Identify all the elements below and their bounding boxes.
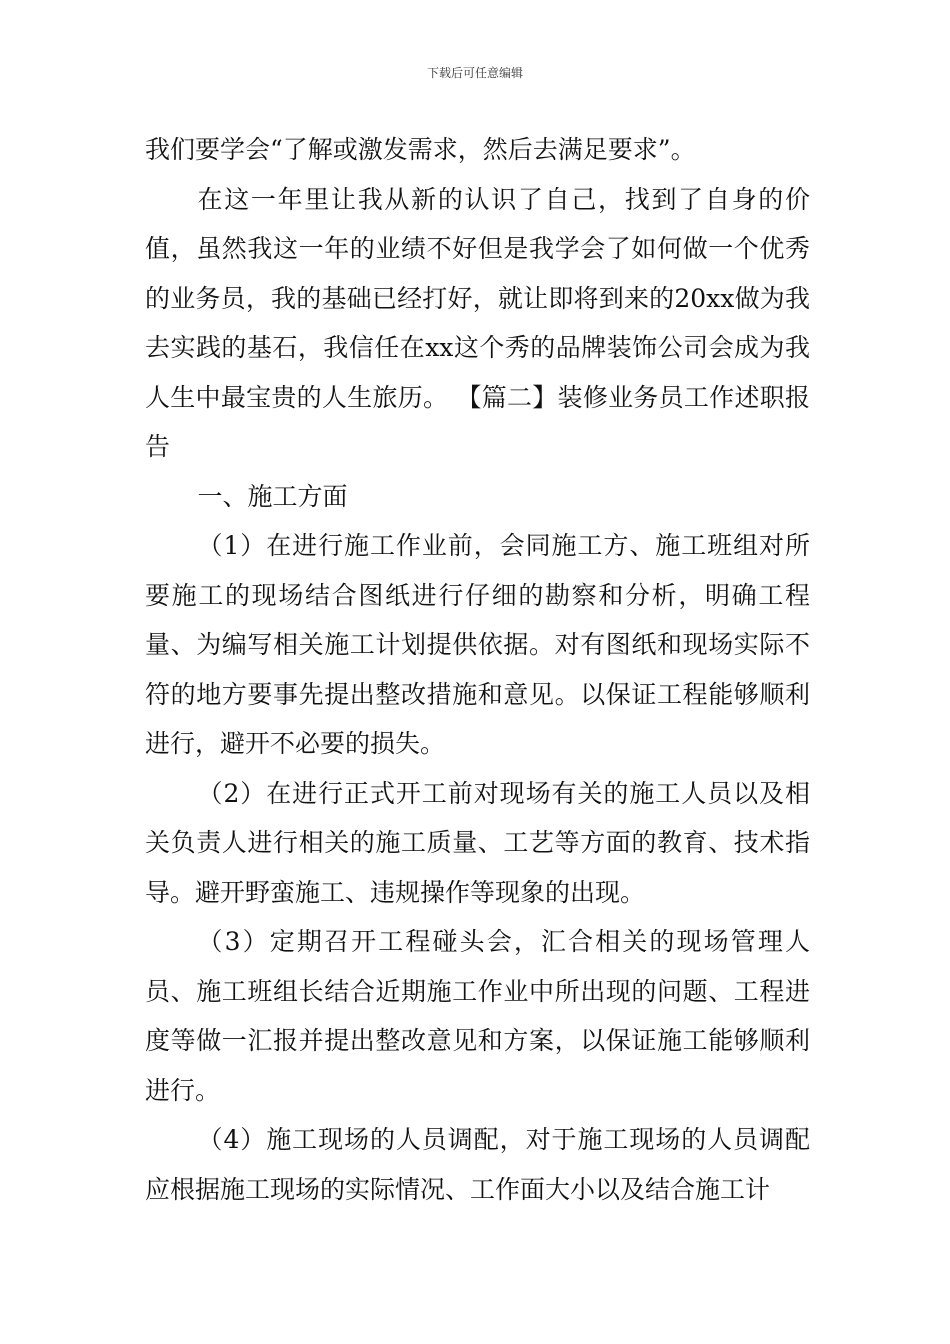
paragraph-item-2: （2）在进行正式开工前对现场有关的施工人员以及相关负责人进行相关的施工质量、工艺等方面的教育、技术指导。避开野蛮施工、违规操作等现象的出现。 [145, 778, 810, 907]
paragraph-2: 在这一年里让我从新的认识了自己，找到了自身的价值，虽然我这一年的业绩不好但是我学会了如何做一个优秀的业务员，我的基础已经打好，就让即将到来的20xx做为我去实践的基石，我信任在xx这个秀的品牌装饰公司会成为我人生中最宝贵的人生旅历。 【篇二】装修业务员工作述职报告 [145, 184, 810, 461]
paragraph-item-3: （3）定期召开工程碰头会，汇合相关的现场管理人员、施工班组长结合近期施工作业中所出现的问题、工程进度等做一汇报并提出整改意见和方案，以保证施工能够顺利进行。 [145, 927, 810, 1105]
paragraph-item-4: （4）施工现场的人员调配，对于施工现场的人员调配应根据施工现场的实际情况、工作面大小以及结合施工计 [145, 1125, 810, 1204]
page-header: 下载后可任意编辑 [426, 66, 523, 80]
document-body [145, 125, 810, 1214]
paragraph-item-1: （1）在进行施工作业前，会同施工方、施工班组对所要施工的现场结合图纸进行仔细的勘察和分析，明确工程量、为编写相关施工计划提供依据。对有图纸和现场实际不符的地方要事先提出整改措施和意见。以保证工程能够顺利进行，避开不必要的损失。 [145, 531, 810, 758]
section-heading-construction: 一、施工方面 [197, 481, 348, 511]
paragraph-1: 我们要学会“了解或激发需求，然后去满足要求”。 [145, 135, 696, 164]
